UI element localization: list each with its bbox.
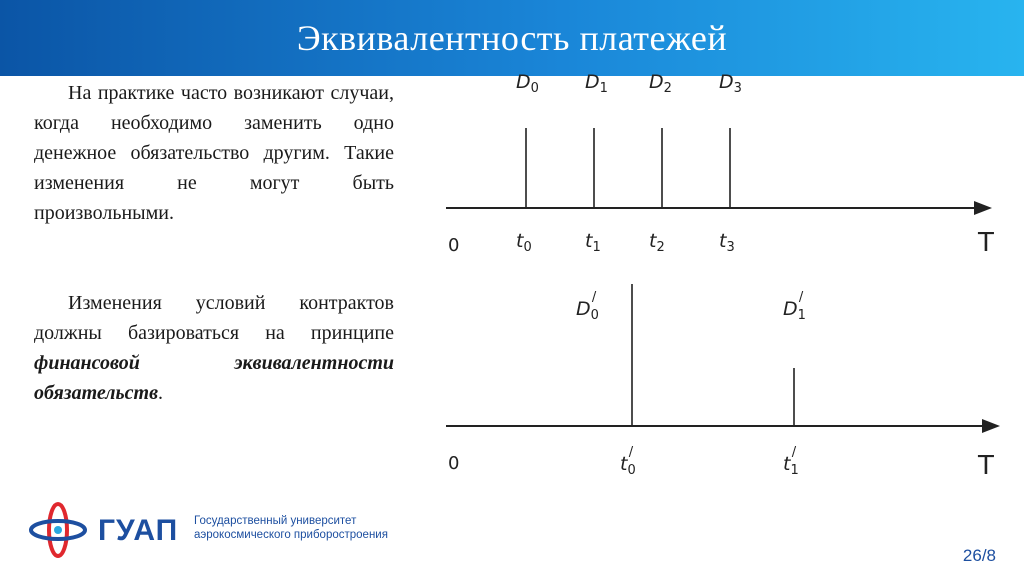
page-number: 26/8 (962, 546, 996, 565)
time-label-t0-prime: $t_0/$ (620, 445, 636, 478)
origin-label-bottom: 0 (448, 453, 460, 474)
slide-header (0, 0, 1024, 76)
payment-label-d0: $D_0$ (516, 71, 539, 96)
paragraph-principle-suffix: . (158, 382, 164, 404)
logo-subtitle-line1: Государственный университет (194, 515, 357, 527)
timeline-original (446, 71, 994, 258)
time-label-t1-prime: $t_1/$ (783, 445, 799, 478)
payments-diagram (440, 68, 1024, 488)
slide-title: Эквивалентность платежей (296, 18, 728, 58)
logo-subtitle (194, 514, 388, 542)
guap-logo (26, 500, 406, 560)
time-label-t3: $t_3$ (719, 230, 735, 255)
paragraph-practice (34, 78, 394, 228)
payment-label-d1: $D_1$ (585, 71, 608, 96)
payment-label-d1-prime: $D_1/$ (783, 290, 806, 323)
payment-label-d3: $D_3$ (719, 71, 742, 96)
paragraph-practice-text: На практике часто возникают случаи, когда необходимо заменить одно денежное обязательство другим. Такие изменения не могут быть произвольными. (34, 82, 394, 224)
payment-label-d2: $D_2$ (649, 71, 672, 96)
origin-label-top: 0 (448, 235, 460, 256)
axis-label-bottom: T (978, 451, 994, 481)
logo-subtitle-line2: аэрокосмического приборостроения (194, 529, 388, 541)
paragraph-principle (34, 288, 394, 408)
emphasis-financial-equivalence: финансовой эквивалентности обязательств (34, 352, 394, 404)
axis-arrow-bottom (982, 419, 1000, 433)
axis-arrow-top (974, 201, 992, 215)
payment-label-d0-prime: $D_0/$ (576, 290, 599, 323)
paragraph-principle-prefix: Изменения условий контрактов должны базироваться на принципе (34, 292, 394, 344)
time-label-t1: $t_1$ (585, 230, 601, 255)
timeline-replacement (446, 284, 1000, 481)
time-label-t0: $t_0$ (516, 230, 532, 255)
guap-emblem-icon (26, 500, 90, 560)
payments-diagram-svg (440, 68, 1024, 488)
time-label-t2: $t_2$ (649, 230, 665, 255)
axis-label-top: T (978, 228, 994, 258)
logo-wordmark: ГУАП (98, 514, 179, 547)
text-column (34, 76, 438, 456)
